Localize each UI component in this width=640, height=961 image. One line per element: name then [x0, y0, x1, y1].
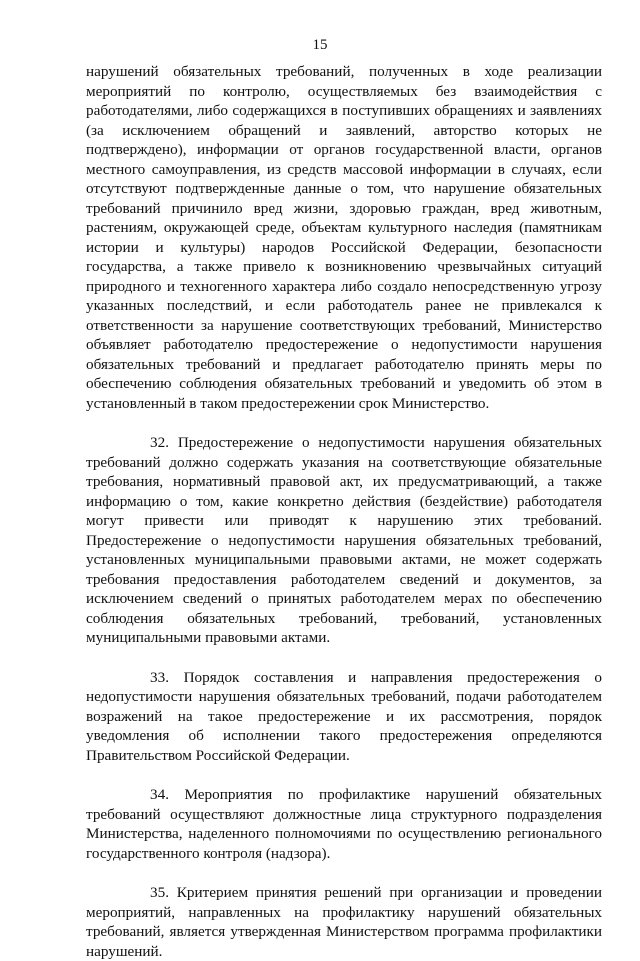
paragraph-item-33: 33. Порядок составления и направления предостережения о недопустимости нарушения обязательных требований, подачи работодателем возражений на такое предостережение и их рассмотрения, порядок уведомления об исполнении такого предостережения определяются Правительством Российской Федерации.: [86, 668, 602, 764]
page-number: 15: [312, 37, 328, 53]
paragraph-gap: [86, 648, 602, 668]
paragraph-gap: [86, 413, 602, 433]
paragraph-gap: [86, 765, 602, 785]
paragraph-continuation: нарушений обязательных требований, полученных в ходе реализации мероприятий по контролю, осуществляемых без взаимодействия с работодателями, либо содержащихся в поступивших обращениях и заявлениях (за исключением обращений и заявлений, авторство которых не подтверждено), информации от органов государственной власти, органов местного самоуправления, из средств массовой информации в случаях, если отсутствуют подтвержденные данные о том, что нарушение обязательных требований причинило вред жизни, здоровью граждан, вред животным, растениям, окружающей среде, объектам культурного наследия (памятникам истории и культуры) народов Российской Федерации, безопасности государства, а также привело к возникновению чрезвычайных ситуаций природного и техногенного характера либо создало непосредственную угрозу указанных последствий, и если работодатель ранее не привлекался к ответственности за нарушение соответствующих требований, Министерство объявляет работодателю предостережение о недопустимости нарушения обязательных требований и предлагает работодателю принять меры по обеспечению соблюдения обязательных требований и уведомить об этом в установленный в таком предостережении срок Министерство.: [86, 63, 602, 412]
paragraph-gap: [86, 863, 602, 883]
paragraph-item-32: 32. Предостережение о недопустимости нарушения обязательных требований должно содержать указания на соответствующие обязательные требования, нормативный правовой акт, их предусматривающий, а также информацию о том, какие конкретно действия (бездействие) работодателя могут привести или приводят к нарушению этих требований. Предостережение о недопустимости нарушения обязательных требований, установленных муниципальными правовыми актами, не может содержать требования предоставления работодателем сведений и документов, за исключением сведений о принятых работодателем мерах по обеспечению соблюдения обязательных требований, требований, установленных муниципальными правовыми актами.: [86, 434, 602, 646]
paragraph-item-35: 35. Критерием принятия решений при организации и проведении мероприятий, направленных на профилактику нарушений обязательных требований, является утвержденная Министерством программа профилактики нарушений.: [86, 884, 602, 960]
document-body: [86, 62, 602, 961]
paragraph-item-34: 34. Мероприятия по профилактике нарушений обязательных требований осуществляют должностные лица структурного подразделения Министерства, наделенного полномочиями по осуществлению регионального государственного контроля (надзора).: [86, 786, 602, 862]
